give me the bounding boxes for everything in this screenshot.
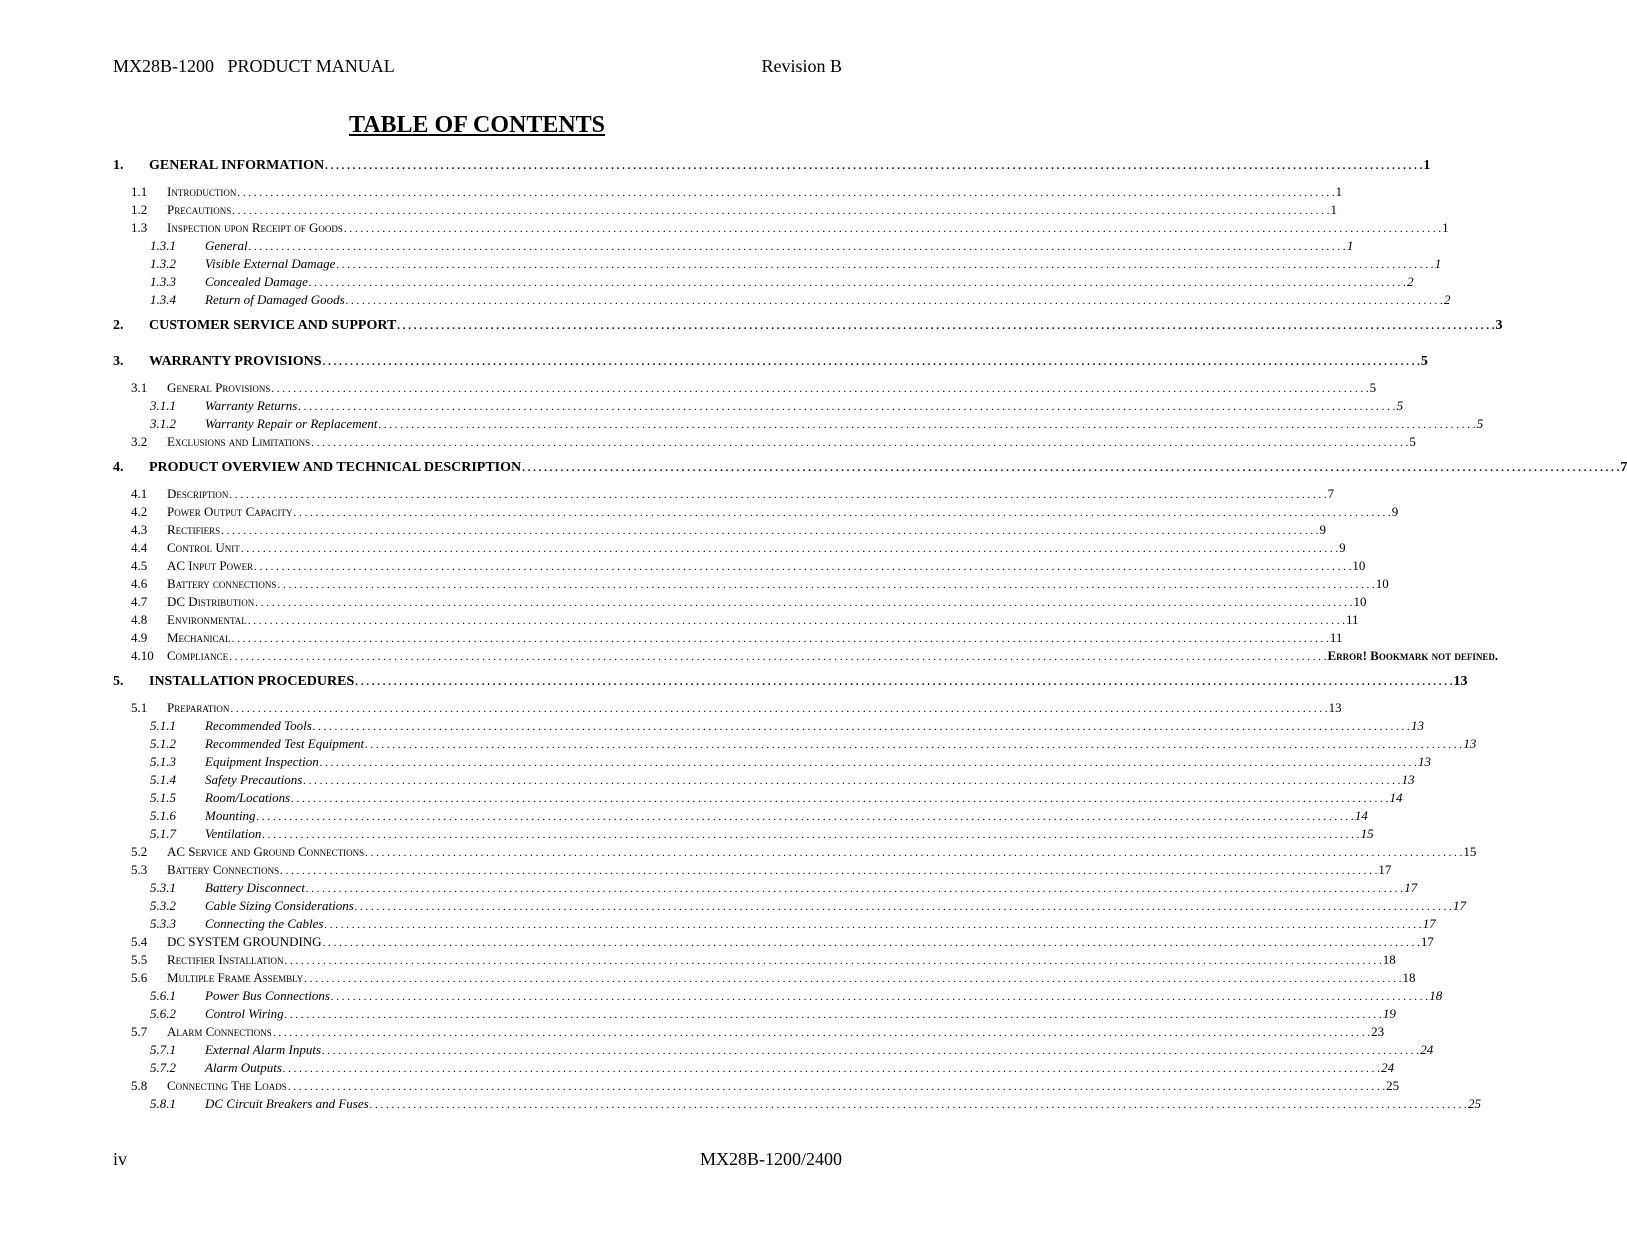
toc-entry-number: 5.1.7 — [150, 826, 176, 841]
toc-entry-label: Alarm Outputs — [205, 1060, 282, 1075]
toc-entry[interactable] — [113, 772, 1415, 789]
toc-entry-number: 5.1.3 — [150, 754, 176, 769]
footer-left: iv — [113, 1149, 128, 1169]
toc-entry-page: 1 — [1442, 220, 1449, 235]
toc-entry-label: Concealed Damage — [205, 274, 308, 289]
toc-entry-label: General Provisions — [167, 380, 271, 395]
toc-entry[interactable] — [113, 220, 1449, 237]
toc-entry-label: Safety Precautions — [205, 772, 303, 787]
toc-entry-label: Power Bus Connections — [205, 988, 330, 1003]
toc-leader-dots: . . . . . . . . . . . . . . . . . . . . . . . . . . . . . . . . . . . . . . . . . . . . . . . . . . . . . . . . . . . . . . . . . . . . . . . . . . . . . . . . . . . . . . . . . . . . . . . . . . . . . . . . . . . . . . . . . . . . . . . . . . . . . . . . . . . . . . . . . . . . . . . . . . . . . . . . . . . . . . . . . . . . . . . . . . . . . . . . . . . . . . . . . . . . . . . . . . . . . . . . — [365, 847, 1463, 859]
toc-entry-page: 10 — [1353, 594, 1367, 609]
toc-leader-dots: . . . . . . . . . . . . . . . . . . . . . . . . . . . . . . . . . . . . . . . . . . . . . . . . . . . . . . . . . . . . . . . . . . . . . . . . . . . . . . . . . . . . . . . . . . . . . . . . . . . . . . . . . . . . . . . . . . . . . . . . . . . . . . . . . . . . . . . . . . . . . . . . . . . . . . . . . . . . . . . . . . . . . . . . . . . . . . . . . . . . . . . . . . . . . . . . . . . . . . . . — [221, 525, 1319, 537]
toc-entry[interactable] — [113, 790, 1403, 807]
toc-leader-dots: . . . . . . . . . . . . . . . . . . . . . . . . . . . . . . . . . . . . . . . . . . . . . . . . . . . . . . . . . . . . . . . . . . . . . . . . . . . . . . . . . . . . . . . . . . . . . . . . . . . . . . . . . . . . . . . . . . . . . . . . . . . . . . . . . . . . . . . . . . . . . . . . . . . . . . . . . . . . . . . . . . . . . . . . . . . . . . . . . . . . . . . . . . . . . . . . . . . . . . . . — [324, 919, 1422, 931]
toc-entry-page: 15 — [1463, 844, 1477, 859]
toc-entry-label: AC Service and Ground Connections — [167, 844, 365, 859]
toc-entry-label: Battery Connections — [167, 862, 280, 877]
toc-entry-number: 2. — [113, 318, 124, 333]
toc-entry-number: 4.2 — [131, 504, 148, 519]
toc-entry-label: PRODUCT OVERVIEW AND TECHNICAL DESCRIPTION — [149, 460, 522, 475]
toc-leader-dots: . . . . . . . . . . . . . . . . . . . . . . . . . . . . . . . . . . . . . . . . . . . . . . . . . . . . . . . . . . . . . . . . . . . . . . . . . . . . . . . . . . . . . . . . . . . . . . . . . . . . . . . . . . . . . . . . . . . . . . . . . . . . . . . . . . . . . . . . . . . . . . . . . . . . . . . . . . . . . . . . . . . . . . . . . . . . . . . . . . . . . . . . . . . . . . . . . . . . . . . . — [322, 937, 1420, 949]
toc-entry[interactable] — [113, 238, 1354, 255]
toc-leader-dots: . . . . . . . . . . . . . . . . . . . . . . . . . . . . . . . . . . . . . . . . . . . . . . . . . . . . . . . . . . . . . . . . . . . . . . . . . . . . . . . . . . . . . . . . . . . . . . . . . . . . . . . . . . . . . . . . . . . . . . . . . . . . . . . . . . . . . . . . . . . . . . . . . . . . . . . . . . . . . . . . . . . . . . . . . . . . . . . . . . . . . . . . . . . . . . . . . . . . . . . . — [287, 1081, 1386, 1093]
toc-leader-dots: . . . . . . . . . . . . . . . . . . . . . . . . . . . . . . . . . . . . . . . . . . . . . . . . . . . . . . . . . . . . . . . . . . . . . . . . . . . . . . . . . . . . . . . . . . . . . . . . . . . . . . . . . . . . . . . . . . . . . . . . . . . . . . . . . . . . . . . . . . . . . . . . . . . . . . . . . . . . . . . . . . . . . . . . . . . . . . . . . . . . . . . . . . . . . . . . . . . . . . . . — [308, 277, 1407, 289]
toc-entry-number: 5.1 — [131, 700, 148, 715]
toc-entry-number: 5.1.6 — [150, 808, 176, 823]
toc-entry-page: 17 — [1420, 934, 1434, 949]
toc-entry-number: 4.3 — [131, 522, 148, 537]
toc-leader-dots: . . . . . . . . . . . . . . . . . . . . . . . . . . . . . . . . . . . . . . . . . . . . . . . . . . . . . . . . . . . . . . . . . . . . . . . . . . . . . . . . . . . . . . . . . . . . . . . . . . . . . . . . . . . . . . . . . . . . . . . . . . . . . . . . . . . . . . . . . . . . . . . . . . . . . . . . . . . . . . . . . . . . . . . . . . . . . . . . . . . . . . . . . . . . . . . . . . . . . . . . — [311, 437, 1409, 449]
toc-entry-page: 9 — [1319, 522, 1326, 537]
toc-entry-label: Battery connections — [167, 576, 277, 591]
toc-entry-page: 13 — [1411, 718, 1425, 733]
toc-leader-dots: . . . . . . . . . . . . . . . . . . . . . . . . . . . . . . . . . . . . . . . . . . . . . . . . . . . . . . . . . . . . . . . . . . . . . . . . . . . . . . . . . . . . . . . . . . . . . . . . . . . . . . . . . . . . . . . . . . . . . . . . . . . . . . . . . . . . . . . . . . . . . . . . . . . . . . . . . . . . . . . . . . . . . . . . . . . . . . . . . . . . . . . . . . . . . . . . . . . . . . . . — [255, 597, 1353, 609]
toc-entry[interactable] — [113, 630, 1343, 647]
toc-entry[interactable] — [113, 754, 1431, 771]
toc-entry-label: Cable Sizing Considerations — [205, 898, 354, 913]
page-title: TABLE OF CONTENTS — [348, 112, 606, 138]
toc-entry-page: 5 — [1369, 380, 1377, 395]
toc-leader-dots: . . . . . . . . . . . . . . . . . . . . . . . . . . . . . . . . . . . . . . . . . . . . . . . . . . . . . . . . . . . . . . . . . . . . . . . . . . . . . . . . . . . . . . . . . . . . . . . . . . . . . . . . . . . . . . . . . . . . . . . . . . . . . . . . . . . . . . . . . . . . . . . . . . . . . . . . . . . . . . . . . . . . . . . . . . . . . . . . . . . . . . . . . . . . . . . . . . . . . . . . — [284, 955, 1382, 967]
toc-entry-page: 17 — [1453, 898, 1467, 913]
toc-leader-dots: . . . . . . . . . . . . . . . . . . . . . . . . . . . . . . . . . . . . . . . . . . . . . . . . . . . . . . . . . . . . . . . . . . . . . . . . . . . . . . . . . . . . . . . . . . . . . . . . . . . . . . . . . . . . . . . . . . . . . . . . . . . . . . . . . . . . . . . . . . . . . . . . . . . . . . . . . . . . . . . . . . . . . . . . . . . . . . . . . . . . . . . . . . . . . . . . . . . . . . . . — [319, 757, 1417, 769]
toc-entry[interactable] — [113, 612, 1359, 629]
toc-entry-label: Multiple Frame Assembly — [167, 970, 304, 985]
toc-entry-page: 13 — [1453, 674, 1468, 689]
toc-entry-label: Preparation — [167, 700, 230, 715]
toc-entry-label: Recommended Test Equipment — [205, 736, 365, 751]
toc-entry-label: Precautions — [167, 202, 232, 217]
toc-entry-number: 4.7 — [131, 594, 148, 609]
toc-entry-label: Battery Disconnect — [205, 880, 305, 895]
toc-entry-number: 4.4 — [131, 540, 148, 555]
toc-entry-label: Recommended Tools — [205, 718, 312, 733]
toc-entry[interactable] — [113, 718, 1425, 735]
toc-entry-label: CUSTOMER SERVICE AND SUPPORT — [149, 318, 397, 333]
toc-entry[interactable] — [113, 184, 1343, 201]
toc-entry-page: 2 — [1444, 292, 1451, 307]
toc-entry-number: 5.6.2 — [150, 1006, 176, 1021]
toc-entry-label: AC Input Power — [167, 558, 254, 573]
toc-entry[interactable] — [113, 1006, 1396, 1023]
toc-leader-dots: . . . . . . . . . . . . . . . . . . . . . . . . . . . . . . . . . . . . . . . . . . . . . . . . . . . . . . . . . . . . . . . . . . . . . . . . . . . . . . . . . . . . . . . . . . . . . . . . . . . . . . . . . . . . . . . . . . . . . . . . . . . . . . . . . . . . . . . . . . . . . . . . . . . . . . . . . . . . . . . . . . . . . . . . . . . . . . . . . . . . . . . . . . . . . . . . . . . . . . . . — [277, 579, 1375, 591]
toc-entry-page: 9 — [1339, 540, 1346, 555]
toc-entry[interactable] — [113, 434, 1416, 451]
toc-entry-page: 13 — [1417, 754, 1431, 769]
toc-entry-page: 7 — [1327, 486, 1335, 501]
toc-entry[interactable] — [113, 808, 1368, 825]
toc-entry-label: GENERAL INFORMATION — [149, 158, 325, 173]
toc-entry-label: External Alarm Inputs — [205, 1042, 322, 1057]
toc-entry-number: 5.1.4 — [150, 772, 176, 787]
toc-leader-dots: . . . . . . . . . . . . . . . . . . . . . . . . . . . . . . . . . . . . . . . . . . . . . . . . . . . . . . . . . . . . . . . . . . . . . . . . . . . . . . . . . . . . . . . . . . . . . . . . . . . . . . . . . . . . . . . . . . . . . . . . . . . . . . . . . . . . . . . . . . . . . . . . . . . . . . . . . . . . . . . . . . . . . . . . . . . . . . . . . . . . . . . . . . . . . . . . . . . . . . . . — [306, 883, 1404, 895]
toc-entry-label: Control Unit — [167, 540, 240, 555]
toc-entry[interactable] — [113, 674, 1468, 692]
toc-entry-page: 18 — [1429, 988, 1443, 1003]
toc-entry-number: 4.10 — [131, 648, 154, 663]
toc-entry[interactable] — [113, 256, 1442, 273]
toc-entry[interactable] — [113, 898, 1467, 915]
toc-entry[interactable] — [113, 522, 1326, 539]
toc-entry[interactable] — [113, 274, 1414, 291]
toc-entry[interactable] — [113, 380, 1377, 397]
toc-entry[interactable] — [113, 1096, 1481, 1113]
toc-leader-dots: . . . . . . . . . . . . . . . . . . . . . . . . . . . . . . . . . . . . . . . . . . . . . . . . . . . . . . . . . . . . . . . . . . . . . . . . . . . . . . . . . . . . . . . . . . . . . . . . . . . . . . . . . . . . . . . . . . . . . . . . . . . . . . . . . . . . . . . . . . . . . . . . . . . . . . . . . . . . . . . . . . . . . . . . . . . . . . . . . . . . . . . . . . . . . . . . . . . . . . . . — [345, 295, 1443, 307]
toc-entry-number: 5.1.2 — [150, 736, 176, 751]
toc-leader-dots: . . . . . . . . . . . . . . . . . . . . . . . . . . . . . . . . . . . . . . . . . . . . . . . . . . . . . . . . . . . . . . . . . . . . . . . . . . . . . . . . . . . . . . . . . . . . . . . . . . . . . . . . . . . . . . . . . . . . . . . . . . . . . . . . . . . . . . . . . . . . . . . . . . . . . . . . . . . . . . . . . . . . . . . . . . . . . . . . . . . . . . . . . . . . . . . . . . . . . . . . — [298, 401, 1396, 413]
toc-entry-label: Equipment Inspection — [205, 754, 319, 769]
toc-entry[interactable] — [113, 504, 1399, 521]
toc-entry-page: 5 — [1409, 434, 1416, 449]
toc-leader-dots: . . . . . . . . . . . . . . . . . . . . . . . . . . . . . . . . . . . . . . . . . . . . . . . . . . . . . . . . . . . . . . . . . . . . . . . . . . . . . . . . . . . . . . . . . . . . . . . . . . . . . . . . . . . . . . . . . . . . . . . . . . . . . . . . . . . . . . . . . . . . . . . . . . . . . . . . . . . . . . . . . . . . . . . . . . . . . . . . . . . . . . . . . . . . . . . . . . . . . . . . — [343, 223, 1442, 235]
toc-entry[interactable] — [113, 648, 1499, 665]
toc-entry[interactable] — [113, 398, 1404, 415]
toc-entry[interactable] — [113, 460, 1627, 478]
toc-entry-label: DC Circuit Breakers and Fuses — [205, 1096, 369, 1111]
toc-entry-page: 14 — [1354, 808, 1368, 823]
toc-entry-label: INSTALLATION PROCEDURES — [149, 674, 355, 689]
toc-leader-dots: . . . . . . . . . . . . . . . . . . . . . . . . . . . . . . . . . . . . . . . . . . . . . . . . . . . . . . . . . . . . . . . . . . . . . . . . . . . . . . . . . . . . . . . . . . . . . . . . . . . . . . . . . . . . . . . . . . . . . . . . . . . . . . . . . . . . . . . . . . . . . . . . . . . . . . . . . . . . . . . . . . . . . . . . . . . . . . . . . . . . . . . . . . . . . . . . . . . . . . . . — [522, 462, 1620, 474]
toc-leader-dots: . . . . . . . . . . . . . . . . . . . . . . . . . . . . . . . . . . . . . . . . . . . . . . . . . . . . . . . . . . . . . . . . . . . . . . . . . . . . . . . . . . . . . . . . . . . . . . . . . . . . . . . . . . . . . . . . . . . . . . . . . . . . . . . . . . . . . . . . . . . . . . . . . . . . . . . . . . . . . . . . . . . . . . . . . . . . . . . . . . . . . . . . . . . . . . . . . . . . . . . . — [322, 356, 1420, 368]
toc-leader-dots: . . . . . . . . . . . . . . . . . . . . . . . . . . . . . . . . . . . . . . . . . . . . . . . . . . . . . . . . . . . . . . . . . . . . . . . . . . . . . . . . . . . . . . . . . . . . . . . . . . . . . . . . . . . . . . . . . . . . . . . . . . . . . . . . . . . . . . . . . . . . . . . . . . . . . . . . . . . . . . . . . . . . . . . . . . . . . . . . . . . . . . . . . . . . . . . . . . . . . . . . — [231, 633, 1329, 645]
toc-entry-page: 5 — [1476, 416, 1484, 431]
toc-entry[interactable] — [113, 202, 1337, 219]
toc-entry-label: Exclusions and Limitations — [167, 434, 311, 449]
toc-entry[interactable] — [113, 934, 1434, 951]
toc-entry-page: 1 — [1434, 256, 1442, 271]
toc-leader-dots: . . . . . . . . . . . . . . . . . . . . . . . . . . . . . . . . . . . . . . . . . . . . . . . . . . . . . . . . . . . . . . . . . . . . . . . . . . . . . . . . . . . . . . . . . . . . . . . . . . . . . . . . . . . . . . . . . . . . . . . . . . . . . . . . . . . . . . . . . . . . . . . . . . . . . . . . . . . . . . . . . . . . . . . . . . . . . . . . . . . . . . . . . . . . . . . . . . . . . . . . — [322, 1045, 1420, 1057]
toc-entry-label: Room/Locations — [205, 790, 291, 805]
toc-entry-label: General — [205, 238, 248, 253]
toc-entry[interactable] — [113, 826, 1374, 843]
toc-entry[interactable] — [113, 354, 1428, 372]
toc-entry[interactable] — [113, 292, 1451, 309]
toc-leader-dots: . . . . . . . . . . . . . . . . . . . . . . . . . . . . . . . . . . . . . . . . . . . . . . . . . . . . . . . . . . . . . . . . . . . . . . . . . . . . . . . . . . . . . . . . . . . . . . . . . . . . . . . . . . . . . . . . . . . . . . . . . . . . . . . . . . . . . . . . . . . . . . . . . . . . . . . . . . . . . . . . . . . . . . . . . . . . . . . . . . . . . . . . . . . . . . . . . . . . . . . . — [355, 676, 1453, 688]
toc-entry-page: 11 — [1345, 612, 1359, 627]
toc-leader-dots: . . . . . . . . . . . . . . . . . . . . . . . . . . . . . . . . . . . . . . . . . . . . . . . . . . . . . . . . . . . . . . . . . . . . . . . . . . . . . . . . . . . . . . . . . . . . . . . . . . . . . . . . . . . . . . . . . . . . . . . . . . . . . . . . . . . . . . . . . . . . . . . . . . . . . . . . . . . . . . . . . . . . . . . . . . . . . . . . . . . . . . . . . . . . . . . . . . . . . . . . — [256, 811, 1354, 823]
toc-entry-page: 1 — [1346, 238, 1354, 253]
toc-entry-page: Error! Bookmark not defined. — [1327, 648, 1499, 663]
toc-entry-page: 1 — [1335, 184, 1343, 199]
toc-entry-number: 1.3 — [131, 220, 148, 235]
toc-entry-label: Ventilation — [205, 826, 262, 841]
toc-entry-number: 5.1.5 — [150, 790, 176, 805]
toc-entry-number: 5.7.1 — [150, 1042, 176, 1057]
toc-entry-number: 1.3.3 — [150, 274, 176, 289]
toc-leader-dots: . . . . . . . . . . . . . . . . . . . . . . . . . . . . . . . . . . . . . . . . . . . . . . . . . . . . . . . . . . . . . . . . . . . . . . . . . . . . . . . . . . . . . . . . . . . . . . . . . . . . . . . . . . . . . . . . . . . . . . . . . . . . . . . . . . . . . . . . . . . . . . . . . . . . . . . . . . . . . . . . . . . . . . . . . . . . . . . . . . . . . . . . . . . . . . . . . . . . . . . . — [304, 973, 1402, 985]
toc-entry[interactable] — [113, 988, 1443, 1005]
toc-entry-number: 1.3.4 — [150, 292, 176, 307]
toc-entry-page: 18 — [1402, 970, 1416, 985]
toc-entry-page: 17 — [1378, 862, 1392, 877]
toc-entry[interactable] — [113, 558, 1366, 575]
toc-entry[interactable] — [113, 158, 1431, 176]
header-right: Revision B — [761, 56, 842, 76]
toc-entry-page: 13 — [1328, 700, 1342, 715]
toc-leader-dots: . . . . . . . . . . . . . . . . . . . . . . . . . . . . . . . . . . . . . . . . . . . . . . . . . . . . . . . . . . . . . . . . . . . . . . . . . . . . . . . . . . . . . . . . . . . . . . . . . . . . . . . . . . . . . . . . . . . . . . . . . . . . . . . . . . . . . . . . . . . . . . . . . . . . . . . . . . . . . . . . . . . . . . . . . . . . . . . . . . . . . . . . . . . . . . . . . . . . . . . . — [262, 829, 1360, 841]
toc-entry-page: 13 — [1463, 736, 1477, 751]
toc-leader-dots: . . . . . . . . . . . . . . . . . . . . . . . . . . . . . . . . . . . . . . . . . . . . . . . . . . . . . . . . . . . . . . . . . . . . . . . . . . . . . . . . . . . . . . . . . . . . . . . . . . . . . . . . . . . . . . . . . . . . . . . . . . . . . . . . . . . . . . . . . . . . . . . . . . . . . . . . . . . . . . . . . . . . . . . . . . . . . . . . . . . . . . . . . . . . . . . . . . . . . . . . — [291, 793, 1389, 805]
toc-entry[interactable] — [113, 540, 1346, 557]
toc-entry[interactable] — [113, 844, 1477, 861]
toc-entry-number: 5.4 — [131, 934, 148, 949]
toc-entry-number: 5.6 — [131, 970, 148, 985]
toc-entry-label: DC SYSTEM GROUNDING — [167, 934, 322, 949]
toc-entry-label: Return of Damaged Goods — [205, 292, 345, 307]
toc-entry-number: 5.3.2 — [150, 898, 176, 913]
toc-entry-page: 10 — [1352, 558, 1366, 573]
toc-leader-dots: . . . . . . . . . . . . . . . . . . . . . . . . . . . . . . . . . . . . . . . . . . . . . . . . . . . . . . . . . . . . . . . . . . . . . . . . . . . . . . . . . . . . . . . . . . . . . . . . . . . . . . . . . . . . . . . . . . . . . . . . . . . . . . . . . . . . . . . . . . . . . . . . . . . . . . . . . . . . . . . . . . . . . . . . . . . . . . . . . . . . . . . . . . . . . . . . . . . . . . . . — [232, 205, 1330, 217]
toc-entry-label: Mechanical — [167, 630, 231, 645]
toc-entry-number: 5.3 — [131, 862, 148, 877]
toc-leader-dots: . . . . . . . . . . . . . . . . . . . . . . . . . . . . . . . . . . . . . . . . . . . . . . . . . . . . . . . . . . . . . . . . . . . . . . . . . . . . . . . . . . . . . . . . . . . . . . . . . . . . . . . . . . . . . . . . . . . . . . . . . . . . . . . . . . . . . . . . . . . . . . . . . . . . . . . . . . . . . . . . . . . . . . . . . . . . . . . . . . . . . . . . . . . . . . . . . . . . . . . . — [280, 865, 1378, 877]
toc-entry-page: 18 — [1382, 952, 1396, 967]
toc-entry-label: Rectifier Installation — [167, 952, 284, 967]
toc-entry[interactable] — [113, 970, 1416, 987]
toc-entry-number: 4.8 — [131, 612, 148, 627]
toc-entry[interactable] — [113, 1078, 1400, 1095]
toc-entry-page: 5 — [1420, 354, 1428, 369]
toc-entry-label: Power Output Capacity — [167, 504, 293, 519]
toc-entry-page: 23 — [1371, 1024, 1385, 1039]
toc-entry-page: 13 — [1401, 772, 1415, 787]
toc-entry-page: 10 — [1375, 576, 1389, 591]
toc-entry[interactable] — [113, 880, 1418, 897]
toc-entry-page: 5 — [1396, 398, 1404, 413]
toc-entry-label: WARRANTY PROVISIONS — [149, 354, 322, 369]
toc-leader-dots: . . . . . . . . . . . . . . . . . . . . . . . . . . . . . . . . . . . . . . . . . . . . . . . . . . . . . . . . . . . . . . . . . . . . . . . . . . . . . . . . . . . . . . . . . . . . . . . . . . . . . . . . . . . . . . . . . . . . . . . . . . . . . . . . . . . . . . . . . . . . . . . . . . . . . . . . . . . . . . . . . . . . . . . . . . . . . . . . . . . . . . . . . . . . . . . . . . . . . . . . — [271, 383, 1369, 395]
toc-entry-number: 5. — [113, 674, 124, 689]
toc-entry-number: 3. — [113, 354, 124, 369]
toc-leader-dots: . . . . . . . . . . . . . . . . . . . . . . . . . . . . . . . . . . . . . . . . . . . . . . . . . . . . . . . . . . . . . . . . . . . . . . . . . . . . . . . . . . . . . . . . . . . . . . . . . . . . . . . . . . . . . . . . . . . . . . . . . . . . . . . . . . . . . . . . . . . . . . . . . . . . . . . . . . . . . . . . . . . . . . . . . . . . . . . . . . . . . . . . . . . . . . . . . . . . . . . . — [229, 651, 1327, 663]
toc-entry[interactable] — [113, 318, 1503, 336]
toc-leader-dots: . . . . . . . . . . . . . . . . . . . . . . . . . . . . . . . . . . . . . . . . . . . . . . . . . . . . . . . . . . . . . . . . . . . . . . . . . . . . . . . . . . . . . . . . . . . . . . . . . . . . . . . . . . . . . . . . . . . . . . . . . . . . . . . . . . . . . . . . . . . . . . . . . . . . . . . . . . . . . . . . . . . . . . . . . . . . . . . . . . . . . . . . . . . . . . . . . . . . . . . . — [284, 1009, 1382, 1021]
toc-entry-number: 1.2 — [131, 202, 148, 217]
toc-entry-label: Inspection upon Receipt of Goods — [167, 220, 343, 235]
toc-entry-label: Introduction — [167, 184, 237, 199]
toc-entry-number: 5.7 — [131, 1024, 148, 1039]
toc-entry[interactable] — [113, 1024, 1385, 1041]
toc-entry-label: Connecting The Loads — [167, 1078, 287, 1093]
toc-leader-dots: . . . . . . . . . . . . . . . . . . . . . . . . . . . . . . . . . . . . . . . . . . . . . . . . . . . . . . . . . . . . . . . . . . . . . . . . . . . . . . . . . . . . . . . . . . . . . . . . . . . . . . . . . . . . . . . . . . . . . . . . . . . . . . . . . . . . . . . . . . . . . . . . . . . . . . . . . . . . . . . . . . . . . . . . . . . . . . . . . . . . . . . . . . . . . . . . . . . . . . . . — [229, 489, 1327, 501]
toc-leader-dots: . . . . . . . . . . . . . . . . . . . . . . . . . . . . . . . . . . . . . . . . . . . . . . . . . . . . . . . . . . . . . . . . . . . . . . . . . . . . . . . . . . . . . . . . . . . . . . . . . . . . . . . . . . . . . . . . . . . . . . . . . . . . . . . . . . . . . . . . . . . . . . . . . . . . . . . . . . . . . . . . . . . . . . . . . . . . . . . . . . . . . . . . . . . . . . . . . . . . . . . . — [282, 1063, 1381, 1075]
toc-entry-label: Rectifiers — [167, 522, 221, 537]
toc-entry-number: 3.1.2 — [150, 416, 176, 431]
toc-entry[interactable] — [113, 594, 1367, 611]
toc-leader-dots: . . . . . . . . . . . . . . . . . . . . . . . . . . . . . . . . . . . . . . . . . . . . . . . . . . . . . . . . . . . . . . . . . . . . . . . . . . . . . . . . . . . . . . . . . . . . . . . . . . . . . . . . . . . . . . . . . . . . . . . . . . . . . . . . . . . . . . . . . . . . . . . . . . . . . . . . . . . . . . . . . . . . . . . . . . . . . . . . . . . . . . . . . . . . . . . . . . . . . . . . — [369, 1099, 1467, 1111]
toc-entry-label: Compliance — [167, 648, 229, 663]
toc-entry-number: 5.8 — [131, 1078, 148, 1093]
toc-entry-number: 5.5 — [131, 952, 148, 967]
toc-entry-number: 4.6 — [131, 576, 148, 591]
toc-entry-page: 7 — [1620, 460, 1627, 475]
toc-leader-dots: . . . . . . . . . . . . . . . . . . . . . . . . . . . . . . . . . . . . . . . . . . . . . . . . . . . . . . . . . . . . . . . . . . . . . . . . . . . . . . . . . . . . . . . . . . . . . . . . . . . . . . . . . . . . . . . . . . . . . . . . . . . . . . . . . . . . . . . . . . . . . . . . . . . . . . . . . . . . . . . . . . . . . . . . . . . . . . . . . . . . . . . . . . . . . . . . . . . . . . . . — [325, 160, 1423, 172]
toc-entry-number: 5.3.1 — [150, 880, 176, 895]
toc-entry-label: Control Wiring — [205, 1006, 284, 1021]
toc-entry-number: 5.8.1 — [150, 1096, 176, 1111]
toc-entry-label: Environmental — [167, 612, 247, 627]
toc-entry-number: 3.2 — [131, 434, 148, 449]
toc-entry-number: 4. — [113, 460, 124, 475]
toc-entry-label: Warranty Returns — [205, 398, 298, 413]
toc-entry-page: 17 — [1422, 916, 1436, 931]
toc-leader-dots: . . . . . . . . . . . . . . . . . . . . . . . . . . . . . . . . . . . . . . . . . . . . . . . . . . . . . . . . . . . . . . . . . . . . . . . . . . . . . . . . . . . . . . . . . . . . . . . . . . . . . . . . . . . . . . . . . . . . . . . . . . . . . . . . . . . . . . . . . . . . . . . . . . . . . . . . . . . . . . . . . . . . . . . . . . . . . . . . . . . . . . . . . . . . . . . . . . . . . . . . — [378, 419, 1476, 431]
toc-entry[interactable] — [113, 736, 1477, 753]
toc-entry[interactable] — [113, 416, 1484, 433]
toc-leader-dots: . . . . . . . . . . . . . . . . . . . . . . . . . . . . . . . . . . . . . . . . . . . . . . . . . . . . . . . . . . . . . . . . . . . . . . . . . . . . . . . . . . . . . . . . . . . . . . . . . . . . . . . . . . . . . . . . . . . . . . . . . . . . . . . . . . . . . . . . . . . . . . . . . . . . . . . . . . . . . . . . . . . . . . . . . . . . . . . . . . . . . . . . . . . . . . . . . . . . . . . . — [237, 187, 1335, 199]
toc-entry-label: Connecting the Cables — [205, 916, 324, 931]
toc-leader-dots: . . . . . . . . . . . . . . . . . . . . . . . . . . . . . . . . . . . . . . . . . . . . . . . . . . . . . . . . . . . . . . . . . . . . . . . . . . . . . . . . . . . . . . . . . . . . . . . . . . . . . . . . . . . . . . . . . . . . . . . . . . . . . . . . . . . . . . . . . . . . . . . . . . . . . . . . . . . . . . . . . . . . . . . . . . . . . . . . . . . . . . . . . . . . . . . . . . . . . . . . — [330, 991, 1429, 1003]
toc-leader-dots: . . . . . . . . . . . . . . . . . . . . . . . . . . . . . . . . . . . . . . . . . . . . . . . . . . . . . . . . . . . . . . . . . . . . . . . . . . . . . . . . . . . . . . . . . . . . . . . . . . . . . . . . . . . . . . . . . . . . . . . . . . . . . . . . . . . . . . . . . . . . . . . . . . . . . . . . . . . . . . . . . . . . . . . . . . . . . . . . . . . . . . . . . . . . . . . . . . . . . . . . — [254, 561, 1352, 573]
toc-entry-page: 17 — [1404, 880, 1418, 895]
footer-right: MX28B-1200/2400 — [699, 1149, 842, 1169]
toc-entry[interactable] — [113, 486, 1335, 503]
toc-leader-dots: . . . . . . . . . . . . . . . . . . . . . . . . . . . . . . . . . . . . . . . . . . . . . . . . . . . . . . . . . . . . . . . . . . . . . . . . . . . . . . . . . . . . . . . . . . . . . . . . . . . . . . . . . . . . . . . . . . . . . . . . . . . . . . . . . . . . . . . . . . . . . . . . . . . . . . . . . . . . . . . . . . . . . . . . . . . . . . . . . . . . . . . . . . . . . . . . . . . . . . . . — [312, 721, 1411, 733]
toc-entry-number: 5.6.1 — [150, 988, 176, 1003]
toc-leader-dots: . . . . . . . . . . . . . . . . . . . . . . . . . . . . . . . . . . . . . . . . . . . . . . . . . . . . . . . . . . . . . . . . . . . . . . . . . . . . . . . . . . . . . . . . . . . . . . . . . . . . . . . . . . . . . . . . . . . . . . . . . . . . . . . . . . . . . . . . . . . . . . . . . . . . . . . . . . . . . . . . . . . . . . . . . . . . . . . . . . . . . . . . . . . . . . . . . . . . . . . . — [230, 703, 1328, 715]
toc-entry-label: Alarm Connections — [167, 1024, 272, 1039]
toc-leader-dots: . . . . . . . . . . . . . . . . . . . . . . . . . . . . . . . . . . . . . . . . . . . . . . . . . . . . . . . . . . . . . . . . . . . . . . . . . . . . . . . . . . . . . . . . . . . . . . . . . . . . . . . . . . . . . . . . . . . . . . . . . . . . . . . . . . . . . . . . . . . . . . . . . . . . . . . . . . . . . . . . . . . . . . . . . . . . . . . . . . . . . . . . . . . . . . . . . . . . . . . . — [247, 615, 1345, 627]
toc-entry-number: 1.1 — [131, 184, 148, 199]
toc-entry-number: 5.1.1 — [150, 718, 176, 733]
toc-leader-dots: . . . . . . . . . . . . . . . . . . . . . . . . . . . . . . . . . . . . . . . . . . . . . . . . . . . . . . . . . . . . . . . . . . . . . . . . . . . . . . . . . . . . . . . . . . . . . . . . . . . . . . . . . . . . . . . . . . . . . . . . . . . . . . . . . . . . . . . . . . . . . . . . . . . . . . . . . . . . . . . . . . . . . . . . . . . . . . . . . . . . . . . . . . . . . . . . . . . . . . . . — [336, 259, 1434, 271]
toc-entry-number: 3.1.1 — [150, 398, 176, 413]
toc-entry-number: 1.3.2 — [150, 256, 176, 271]
toc-entry-page: 14 — [1389, 790, 1403, 805]
toc-entry-number: 1. — [113, 158, 124, 173]
toc-entry-page: 19 — [1382, 1006, 1396, 1021]
toc-entry-page: 24 — [1381, 1060, 1395, 1075]
toc-entry-number: 5.3.3 — [150, 916, 176, 931]
toc-entry-label: Mounting — [205, 808, 256, 823]
toc-entry[interactable] — [113, 1042, 1434, 1059]
toc-entry-number: 4.5 — [131, 558, 148, 573]
toc-entry-page: 1 — [1423, 158, 1431, 173]
toc-leader-dots: . . . . . . . . . . . . . . . . . . . . . . . . . . . . . . . . . . . . . . . . . . . . . . . . . . . . . . . . . . . . . . . . . . . . . . . . . . . . . . . . . . . . . . . . . . . . . . . . . . . . . . . . . . . . . . . . . . . . . . . . . . . . . . . . . . . . . . . . . . . . . . . . . . . . . . . . . . . . . . . . . . . . . . . . . . . . . . . . . . . . . . . . . . . . . . . . . . . . . . . . — [397, 320, 1495, 332]
toc-entry[interactable] — [113, 1060, 1395, 1077]
toc-entry[interactable] — [113, 700, 1342, 717]
toc-leader-dots: . . . . . . . . . . . . . . . . . . . . . . . . . . . . . . . . . . . . . . . . . . . . . . . . . . . . . . . . . . . . . . . . . . . . . . . . . . . . . . . . . . . . . . . . . . . . . . . . . . . . . . . . . . . . . . . . . . . . . . . . . . . . . . . . . . . . . . . . . . . . . . . . . . . . . . . . . . . . . . . . . . . . . . . . . . . . . . . . . . . . . . . . . . . . . . . . . . . . . . . . — [354, 901, 1453, 913]
toc-entry-page: 1 — [1330, 202, 1337, 217]
toc-entry-number: 5.2 — [131, 844, 148, 859]
toc-entry-page: 3 — [1495, 318, 1503, 333]
toc-entry-page: 2 — [1407, 274, 1414, 289]
toc-entry[interactable] — [113, 916, 1436, 933]
toc-leader-dots: . . . . . . . . . . . . . . . . . . . . . . . . . . . . . . . . . . . . . . . . . . . . . . . . . . . . . . . . . . . . . . . . . . . . . . . . . . . . . . . . . . . . . . . . . . . . . . . . . . . . . . . . . . . . . . . . . . . . . . . . . . . . . . . . . . . . . . . . . . . . . . . . . . . . . . . . . . . . . . . . . . . . . . . . . . . . . . . . . . . . . . . . . . . . . . . . . . . . . . . . — [303, 775, 1401, 787]
toc-leader-dots: . . . . . . . . . . . . . . . . . . . . . . . . . . . . . . . . . . . . . . . . . . . . . . . . . . . . . . . . . . . . . . . . . . . . . . . . . . . . . . . . . . . . . . . . . . . . . . . . . . . . . . . . . . . . . . . . . . . . . . . . . . . . . . . . . . . . . . . . . . . . . . . . . . . . . . . . . . . . . . . . . . . . . . . . . . . . . . . . . . . . . . . . . . . . . . . . . . . . . . . . — [365, 739, 1463, 751]
toc-leader-dots: . . . . . . . . . . . . . . . . . . . . . . . . . . . . . . . . . . . . . . . . . . . . . . . . . . . . . . . . . . . . . . . . . . . . . . . . . . . . . . . . . . . . . . . . . . . . . . . . . . . . . . . . . . . . . . . . . . . . . . . . . . . . . . . . . . . . . . . . . . . . . . . . . . . . . . . . . . . . . . . . . . . . . . . . . . . . . . . . . . . . . . . . . . . . . . . . . . . . . . . . — [272, 1027, 1371, 1039]
toc-entry-page: 15 — [1360, 826, 1374, 841]
toc-entry-page: 24 — [1420, 1042, 1434, 1057]
toc-entry-number: 4.9 — [131, 630, 148, 645]
toc-entry-page: 25 — [1386, 1078, 1400, 1093]
toc-entry-label: DC Distribution — [167, 594, 255, 609]
toc-entry[interactable] — [113, 862, 1392, 879]
toc-entry-label: Warranty Repair or Replacement — [205, 416, 378, 431]
header-left: MX28B-1200 PRODUCT MANUAL — [113, 56, 395, 76]
toc-leader-dots: . . . . . . . . . . . . . . . . . . . . . . . . . . . . . . . . . . . . . . . . . . . . . . . . . . . . . . . . . . . . . . . . . . . . . . . . . . . . . . . . . . . . . . . . . . . . . . . . . . . . . . . . . . . . . . . . . . . . . . . . . . . . . . . . . . . . . . . . . . . . . . . . . . . . . . . . . . . . . . . . . . . . . . . . . . . . . . . . . . . . . . . . . . . . . . . . . . . . . . . . — [248, 241, 1346, 253]
toc-entry-number: 4.1 — [131, 486, 148, 501]
toc-entry-number: 5.7.2 — [150, 1060, 176, 1075]
toc-entry-label: Description — [167, 486, 229, 501]
toc-entry[interactable] — [113, 576, 1389, 593]
toc-entry-page: 9 — [1391, 504, 1399, 519]
toc-leader-dots: . . . . . . . . . . . . . . . . . . . . . . . . . . . . . . . . . . . . . . . . . . . . . . . . . . . . . . . . . . . . . . . . . . . . . . . . . . . . . . . . . . . . . . . . . . . . . . . . . . . . . . . . . . . . . . . . . . . . . . . . . . . . . . . . . . . . . . . . . . . . . . . . . . . . . . . . . . . . . . . . . . . . . . . . . . . . . . . . . . . . . . . . . . . . . . . . . . . . . . . . — [240, 543, 1339, 555]
toc-leader-dots: . . . . . . . . . . . . . . . . . . . . . . . . . . . . . . . . . . . . . . . . . . . . . . . . . . . . . . . . . . . . . . . . . . . . . . . . . . . . . . . . . . . . . . . . . . . . . . . . . . . . . . . . . . . . . . . . . . . . . . . . . . . . . . . . . . . . . . . . . . . . . . . . . . . . . . . . . . . . . . . . . . . . . . . . . . . . . . . . . . . . . . . . . . . . . . . . . . . . . . . . — [293, 507, 1391, 519]
toc-entry[interactable] — [113, 952, 1396, 969]
toc-entry-page: 25 — [1467, 1096, 1481, 1111]
toc-entry-page: 11 — [1329, 630, 1343, 645]
toc-entry-number: 3.1 — [131, 380, 148, 395]
toc-entry-label: Visible External Damage — [205, 256, 336, 271]
toc-entry-number: 1.3.1 — [150, 238, 176, 253]
